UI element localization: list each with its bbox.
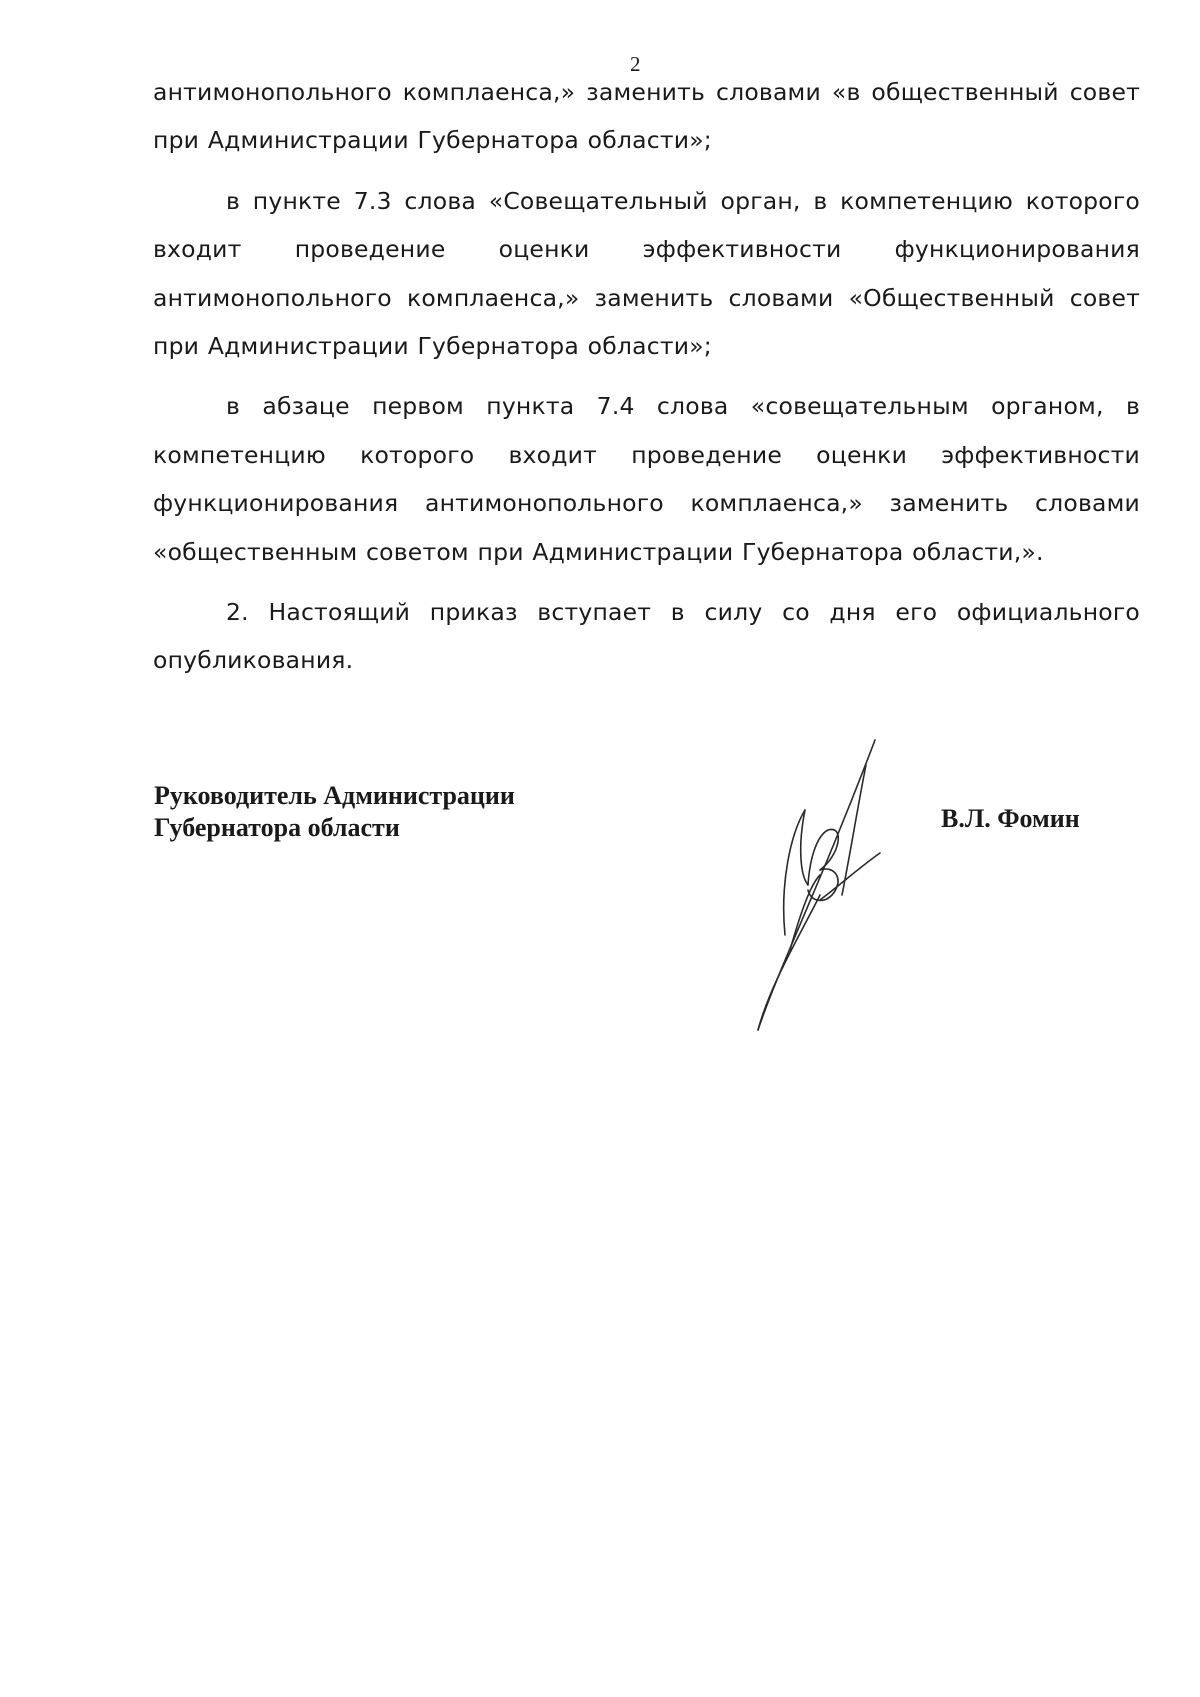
signatory-title-line-1: Руководитель Администрации: [154, 781, 515, 810]
paragraph-effective-date: 2. Настоящий приказ вступает в силу со дня его официального опубликования.: [153, 598, 1140, 675]
signatory-title: [154, 780, 515, 844]
signatory-name: В.Л. Фомин: [941, 804, 1080, 833]
paragraph-item-7-3: в пункте 7.3 слова «Совещательный орган, в компетенцию которого входит проведение оценки эффективности функционирования антимонопольного комплаенса,» заменить словами «Общественный совет при Администрации Губернатора области»;: [153, 186, 1140, 361]
page-number: 2: [630, 52, 641, 76]
document-body: [153, 68, 1140, 685]
handwritten-signature: [750, 735, 920, 1035]
paragraph-item-7-4: в абзаце первом пункта 7.4 слова «совещательным органом, в компетенцию которого входит проведение оценки эффективности функционирования антимонопольного комплаенса,» заменить словами «общественным советом при Администрации Губернатора области,».: [153, 392, 1140, 566]
paragraph-continuation: антимонопольного комплаенса,» заменить словами «в общественный совет при Администрации Губернатора области»;: [153, 78, 1140, 155]
signatory-title-line-2: Губернатора области: [154, 813, 400, 842]
